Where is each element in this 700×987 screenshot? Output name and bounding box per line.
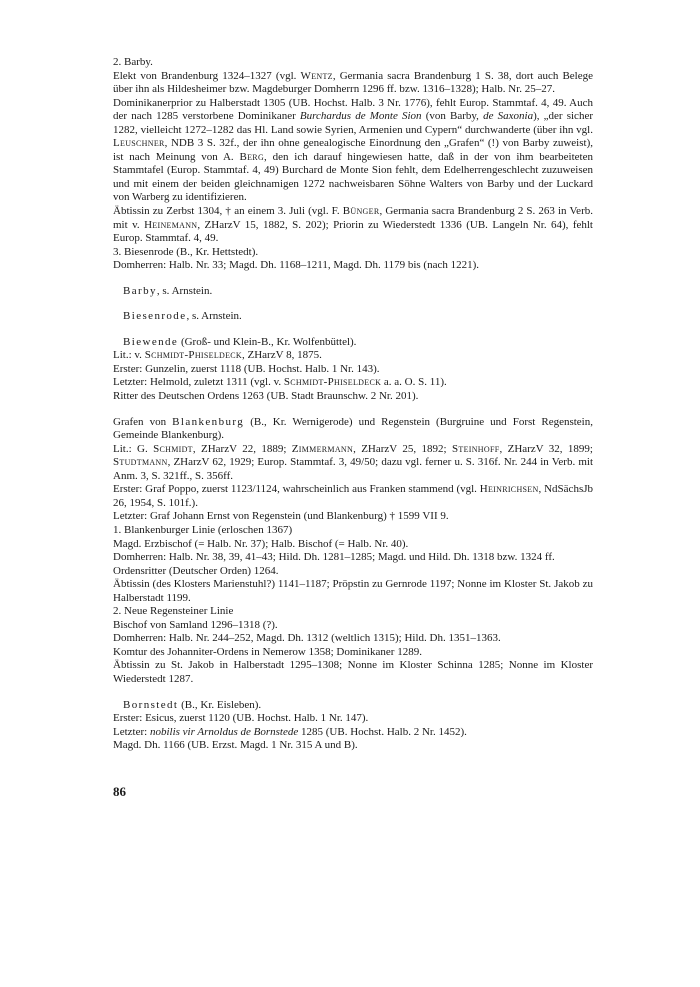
paragraph: 2. Neue Regensteiner Linie: [113, 605, 234, 618]
paragraph: Äbtissin zu Zerbst 1304, † an einem 3. Juli (vgl. F. Bünger, Germania sacra Brandenburg 2 S. 263 in Verb. mit v. Heinemann, ZHarzV 15, 1882, S. 202); Priorin zu Wiederstedt 1336 (UB. Langeln Nr. 64), fehlt Europ. Stammtaf. 4, 49.: [113, 205, 593, 245]
entry-heading-blankenburg: Grafen von Blankenburg (B., Kr. Wernigerode) und Regenstein (Burgruine und Forst Regenstein, Gemeinde Blankenburg).: [113, 415, 593, 442]
paragraph: Äbtissin (des Klosters Marienstuhl?) 1141–1187; Pröpstin zu Gernrode 1197; Nonne im Kloster St. Jakob zu Halberstadt 1199.: [113, 578, 593, 604]
paragraph: Komtur des Johanniter-Ordens in Nemerow 1358; Dominikaner 1289.: [113, 645, 422, 658]
paragraph: Lit.: G. Schmidt, ZHarzV 22, 1889; Zimmermann, ZHarzV 25, 1892; Steinhoff, ZHarzV 32, 1899; Studtmann, ZHarzV 62, 1929; Europ. Stammtaf. 3, 49/50; dazu vgl. ferner u. S. 316f. Nr. 244 in Verb. mit Anm. 3, S. 321ff., S. 356ff.: [113, 442, 593, 482]
section-heading-barby: 2. Barby.: [113, 56, 153, 68]
paragraph: Ordensritter (Deutscher Orden) 1264.: [113, 564, 279, 577]
paragraph: Domherren: Halb. Nr. 33; Magd. Dh. 1168–1211, Magd. Dh. 1179 bis (nach 1221).: [113, 259, 480, 272]
paragraph: 1. Blankenburger Linie (erloschen 1367): [113, 523, 293, 536]
entry-heading-biewende: Biewende (Groß- und Klein-B., Kr. Wolfenbüttel).: [123, 335, 357, 348]
paragraph: Ritter des Deutschen Ordens 1263 (UB. Stadt Braunschw. 2 Nr. 201).: [113, 390, 419, 403]
paragraph: Letzter: nobilis vir Arnoldus de Bornstede 1285 (UB. Hochst. Halb. 2 Nr. 1452).: [113, 725, 467, 738]
section-heading-biesenrode: 3. Biesenrode (B., Kr. Hettstedt).: [113, 245, 259, 258]
paragraph: Erster: Graf Poppo, zuerst 1123/1124, wahrscheinlich aus Franken stammend (vgl. Heinrichsen, NdSächsJb 26, 1954, S. 101f.).: [113, 483, 593, 509]
cross-reference-biesenrode: Biesenrode, s. Arnstein.: [123, 310, 242, 323]
page-number: 86: [113, 784, 126, 799]
paragraph: Magd. Erzbischof (= Halb. Nr. 37); Halb. Bischof (= Halb. Nr. 40).: [113, 537, 409, 550]
paragraph: Erster: Esicus, zuerst 1120 (UB. Hochst. Halb. 1 Nr. 147).: [113, 712, 369, 725]
paragraph: Magd. Dh. 1166 (UB. Erzst. Magd. 1 Nr. 315 A und B).: [113, 739, 358, 752]
paragraph: Dominikanerprior zu Halberstadt 1305 (UB. Hochst. Halb. 3 Nr. 1776), fehlt Europ. Stammtaf. 4, 49. Auch der nach 1285 verstorbene Dominikaner Burchardus de Monte Sion (von Barby, de Saxonia), „der sicher 1282, vielleicht 1272–1282 das Hl. Land sowie Syrien, Armenien und Cypern“ durchwanderte (über ihn vgl. Leuschner, NDB 3 S. 32f., der ihn ohne genealogische Einordnung den „Grafen“ (!) von Barby zuweist), ist nach Meinung von A. Berg, den ich darauf hingewiesen hatte, daß in der von ihm bearbeiteten Stammtafel (Europ. Stammtaf. 4, 49) Burchard de Monte Sion fehlt, dem Edelherrengeschlecht zuzuweisen und mit einem der beiden gleichnamigen 1272 nachweisbaren Söhne Walters von Barby und der Luckard von Warberg zu identifizieren.: [113, 96, 593, 204]
paragraph: Bischof von Samland 1296–1318 (?).: [113, 618, 278, 631]
paragraph: Lit.: v. Schmidt-Phiseldeck, ZHarzV 8, 1875.: [113, 349, 322, 362]
entry-heading-bornstedt: Bornstedt (B., Kr. Eisleben).: [123, 698, 262, 711]
paragraph: Erster: Gunzelin, zuerst 1118 (UB. Hochst. Halb. 1 Nr. 143).: [113, 362, 380, 375]
paragraph: Letzter: Graf Johann Ernst von Regenstein (und Blankenburg) † 1599 VII 9.: [113, 510, 449, 523]
paragraph: Domherren: Halb. Nr. 38, 39, 41–43; Hild. Dh. 1281–1285; Magd. und Hild. Dh. 1318 bzw. 1324 ff.: [113, 551, 555, 564]
paragraph: Letzter: Helmold, zuletzt 1311 (vgl. v. Schmidt-Phiseldeck a. a. O. S. 11).: [113, 376, 447, 389]
paragraph: Äbtissin zu St. Jakob in Halberstadt 1295–1308; Nonne im Kloster Schinna 1285; Nonne im Kloster Wiederstedt 1287.: [113, 659, 593, 685]
page-body: [113, 56, 593, 753]
paragraph: Elekt von Brandenburg 1324–1327 (vgl. Wentz, Germania sacra Brandenburg 1 S. 38, dort auch Belege über ihn als Hildesheimer bzw. Magdeburger Domherrn 1296 ff. bzw. 1316–1328); Halb. Nr. 25–27.: [113, 69, 593, 96]
paragraph: Domherren: Halb. Nr. 244–252, Magd. Dh. 1312 (weltlich 1315); Hild. Dh. 1351–1363.: [113, 632, 501, 645]
cross-reference-barby: Barby, s. Arnstein.: [123, 284, 213, 297]
